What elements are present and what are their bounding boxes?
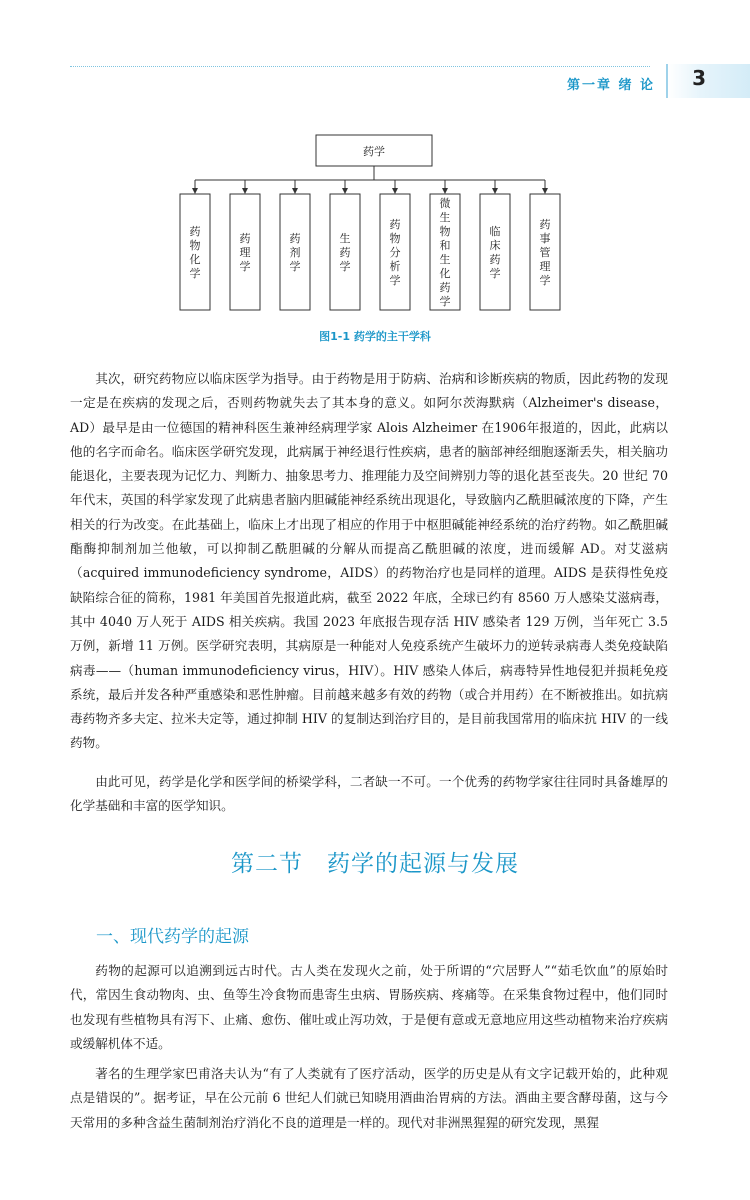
root-node [316,135,432,166]
arrow-head [392,188,398,194]
arrow-head [492,188,498,194]
body-paragraph-1: 其次，研究药物应以临床医学为指导。由于药物是用于防病、治病和诊断疾病的物质，因此药物的发现一定是在疾病的发现之后，否则药物就失去了其本身的意义。如阿尔茨海默病（Alzheimer's disease，AD）最早是由一位德国的精神科医生兼神经病理学家 Alois Alzheimer 在1906年报道的，因此，此病以他的名字而命名。临床医学研究发现，此病属于神经退行性疾病，患者的脑部神经细胞逐渐丢失，相关脑功能退化，主要表现为记忆力、判断力、抽象思考力、推理能力及空间辨别力等的退化甚至丧失。20 世纪 70 年代末，英国的科学家发现了此病患者脑内胆碱能神经系统出现退化，导致脑内乙酰胆碱浓度的下降，产生相关的行为改变。在此基础上，临床上才出现了相应的作用于中枢胆碱能神经系统的治疗药物。如乙酰胆碱酯酶抑制剂加兰他敏，可以抑制乙酰胆碱的分解从而提高乙酰胆碱的浓度，进而缓解 AD。对艾滋病（acquired immunodeficiency syndrome，AIDS）的药物治疗也是同样的道理。AIDS 是获得性免疫缺陷综合征的简称，1981 年美国首先报道此病，截至 2022 年底，全球已约有 8560 万人感染艾滋病毒，其中 4040 万人死于 AIDS 相关疾病。我国 2023 年底报告现存活 HIV 感染者 129 万例，当年死亡 3.5 万例，新增 11 万例。医学研究表明，其病原是一种能对人免疫系统产生破坏力的逆转录病毒人类免疫缺陷病毒——（human immunodeficiency virus，HIV）。HIV 感染人体后，病毒特异性地侵犯并损耗免疫系统，最后并发各种严重感染和恶性肿瘤。目前越来越多有效的药物（或合并用药）在不断被推出。如抗病毒药物齐多夫定、拉米夫定等，通过抑制 HIV 的复制达到治疗目的，是目前我国常用的临床抗 HIV 的一线药物。 [70,371,668,751]
child-node-label: 药剂学 [289,232,301,273]
body-paragraph-3: 药物的起源可以追溯到远古时代。古人类在发现火之前，处于所谓的“穴居野人”“茹毛饮血”的原始时代，常因生食动物肉、虫、鱼等生冷食物而患寄生虫病、胃肠疾病、疼痛等。在采集食物过程中，他们同时也发现有些植物具有泻下、止痛、愈伤、催吐或止泻功效，于是便有意或无意地应用这些动植物来治疗疾病或缓解机体不适。 [70,963,668,1051]
child-node-box [480,194,510,310]
arrow-head [292,188,298,194]
child-node-label: 微生物和生化药学 [439,197,451,308]
arrow-head [442,188,448,194]
section-title: 第二节 药学的起源与发展 [231,851,519,877]
child-node-label: 药物分析学 [389,218,401,287]
child-node [180,194,210,310]
arrow-head [342,188,348,194]
running-head: 第一章 绪 论 [566,78,655,93]
child-node-label: 生药学 [339,232,351,273]
page-number: 3 [692,66,706,90]
subsection-title: 一、现代药学的起源 [96,927,249,947]
child-node-label: 药事管理学 [539,218,551,287]
page-number-tab [666,64,750,98]
figure-caption: 图1-1 药学的主干学科 [319,330,431,343]
body-paragraph-4: 著名的生理学家巴甫洛夫认为“有了人类就有了医疗活动，医学的历史是从有文字记载开始的，此种观点是错误的”。据考证，早在公元前 6 世纪人们就已知晓用酒曲治胃病的方法。酒曲主要含酵母菌，这与今天常用的多种含益生菌制剂治疗消化不良的道理是一样的。现代对非洲黑猩猩的研究发现，黑猩 [70,1066,668,1130]
child-node [530,194,560,310]
arrow-head [542,188,548,194]
child-node [280,194,310,310]
header-rule [70,66,650,67]
child-node [480,194,510,310]
child-node-label: 临床药学 [489,225,501,280]
child-node [230,194,260,310]
discipline-tree-diagram [0,120,750,320]
child-node [430,194,460,310]
child-node-label: 药物化学 [189,225,201,280]
arrow-head [242,188,248,194]
arrow-head [192,188,198,194]
root-node-label: 药学 [363,145,385,158]
child-node-label: 药理学 [239,232,251,273]
child-node [380,194,410,310]
tree-connectors [192,166,548,194]
child-node [330,194,360,310]
child-nodes [180,194,560,310]
body-paragraph-2: 由此可见，药学是化学和医学间的桥梁学科，二者缺一不可。一个优秀的药物学家往往同时具备雄厚的化学基础和丰富的医学知识。 [70,774,668,814]
child-node-box [180,194,210,310]
